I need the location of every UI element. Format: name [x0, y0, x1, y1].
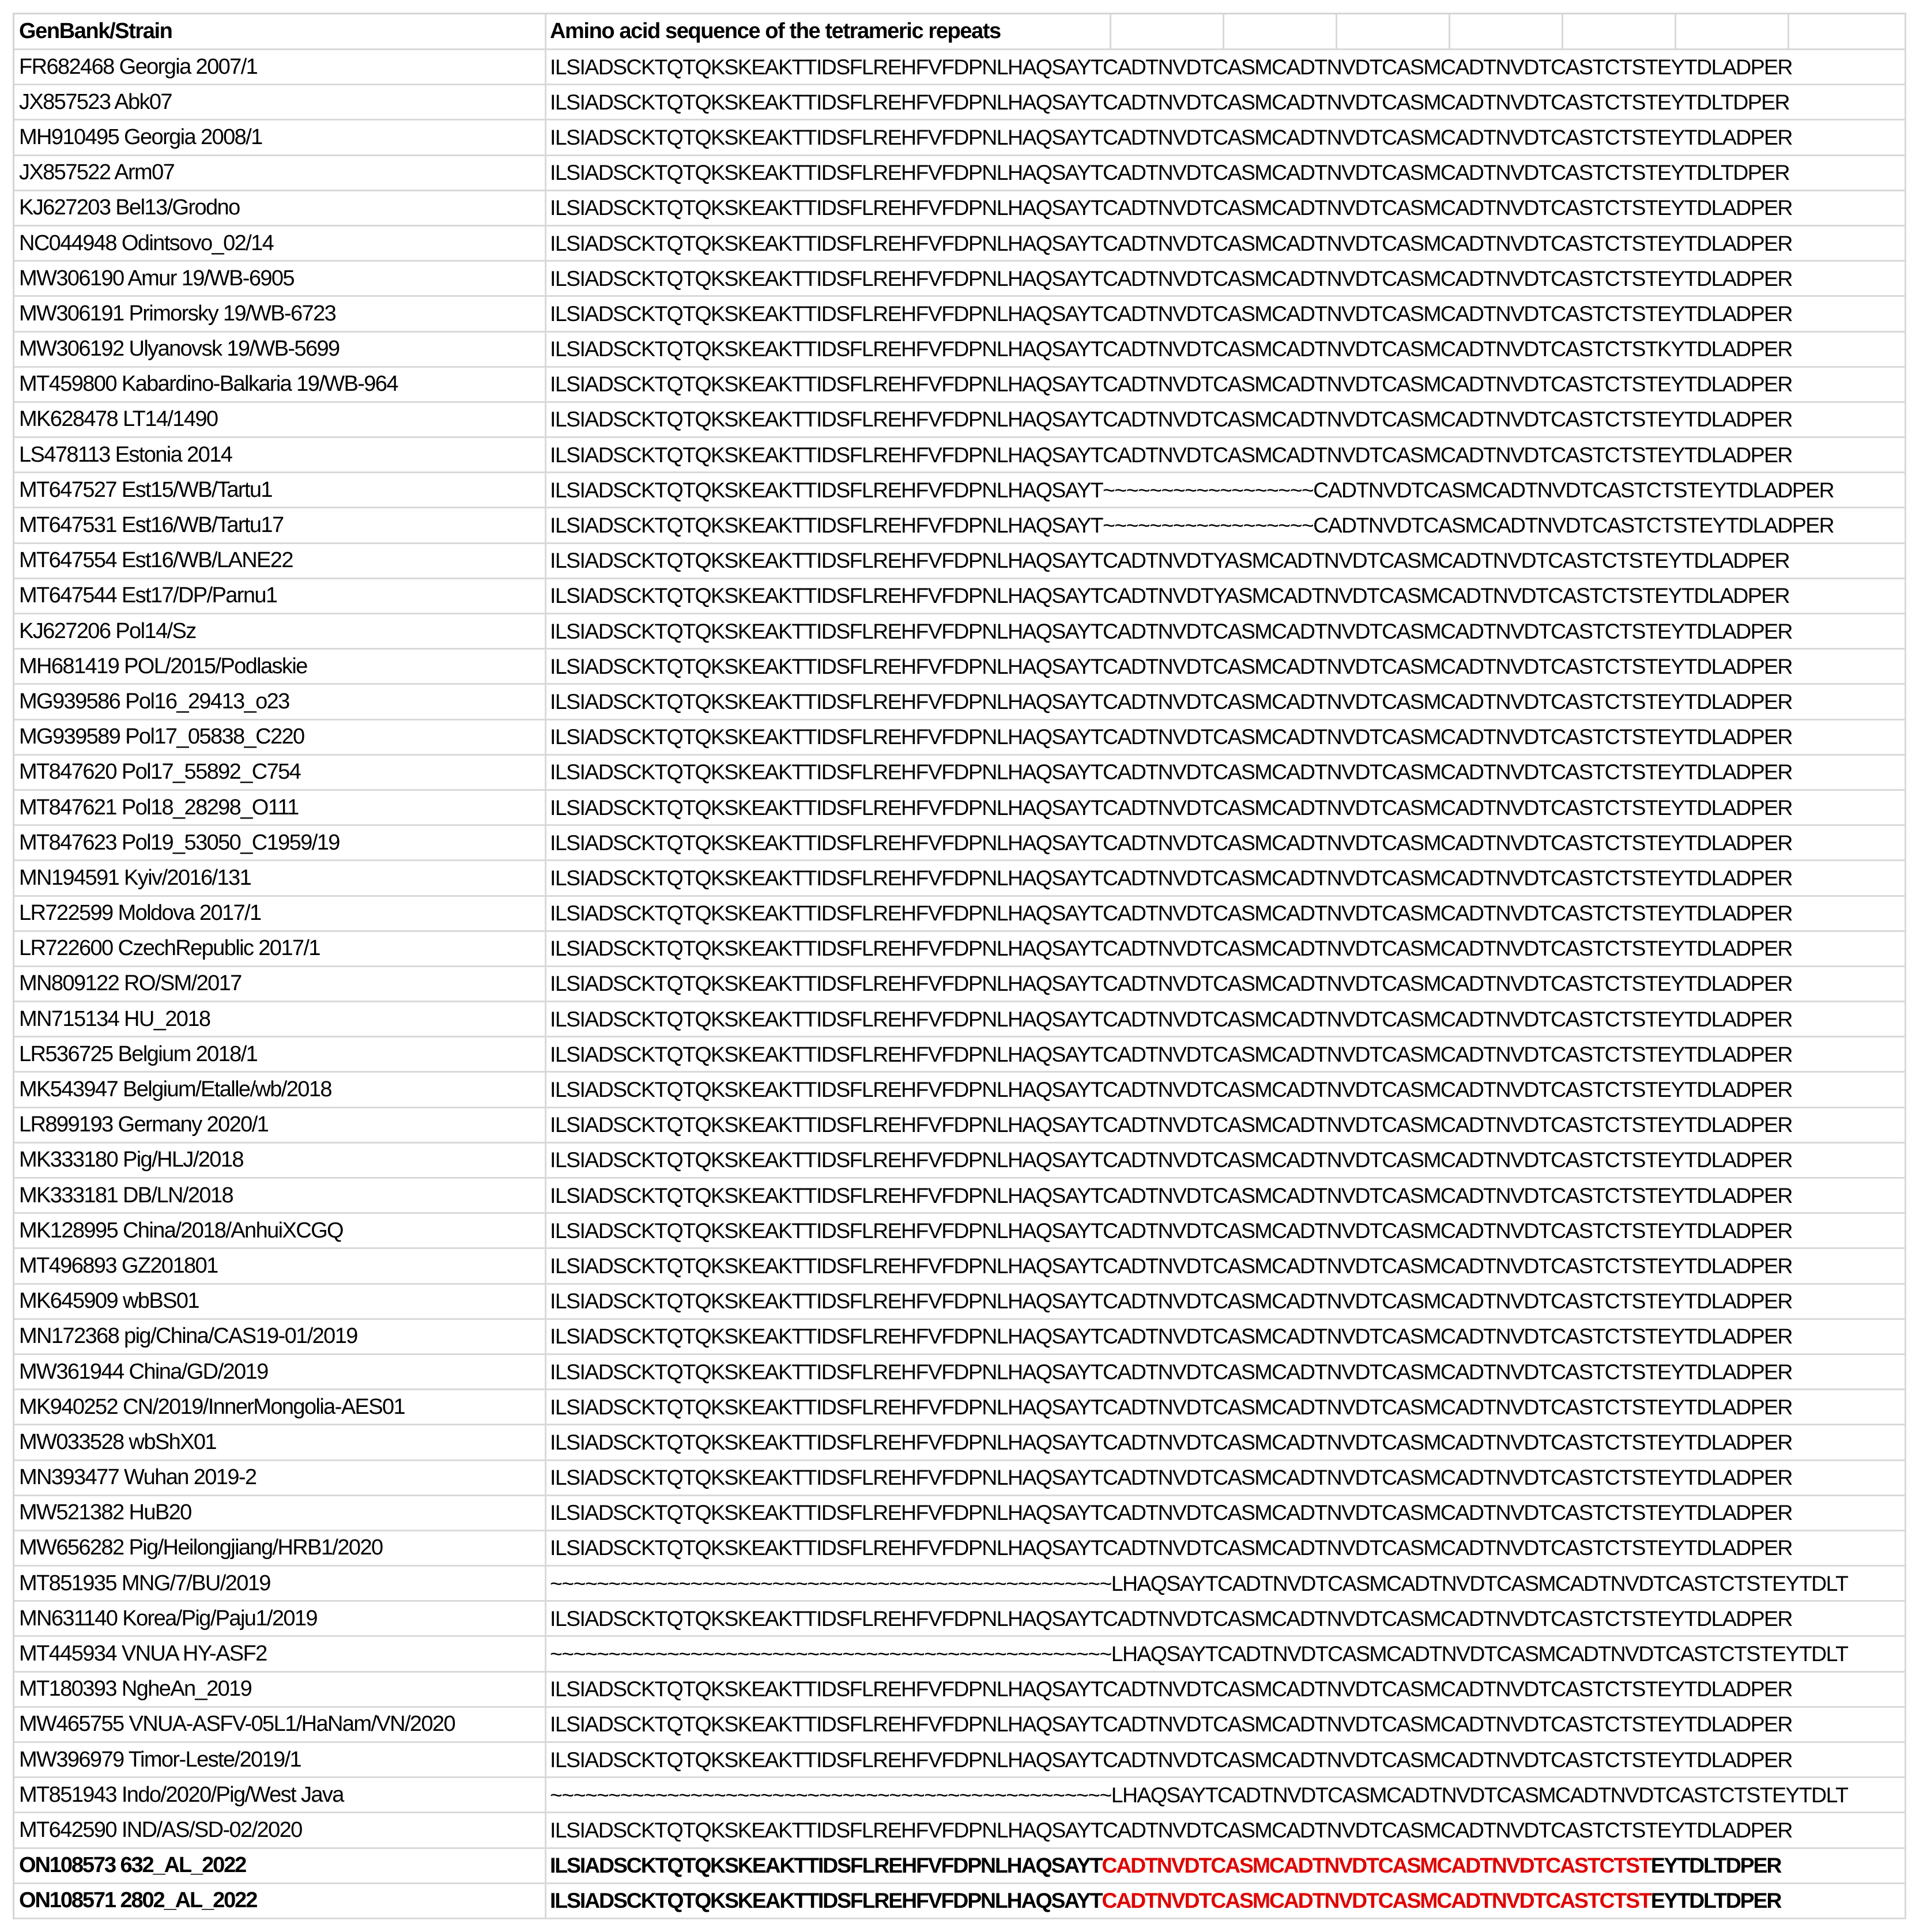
strain-cell: MG939589 Pol17_05838_C220: [14, 720, 546, 754]
sequence-cell: ILSIADSCKTQTQKSKEAKTTIDSFLREHFVFDPNLHAQSAYTCADTNVDTCASMCADTNVDTCASMCADTNVDTCASTCTSTEYTDLADPER: [546, 897, 1906, 930]
table-row: [14, 1144, 1906, 1179]
strain-cell: LR722600 CzechRepublic 2017/1: [14, 932, 546, 965]
strain-cell: MN631140 Korea/Pig/Paju1/2019: [14, 1602, 546, 1635]
table-row: [14, 1637, 1906, 1672]
sequence-cell: ILSIADSCKTQTQKSKEAKTTIDSFLREHFVFDPNLHAQSAYTCADTNVDTCASMCADTNVDTCASMCADTNVDTCASTCTSTEYTDLADPER: [546, 1108, 1906, 1142]
header-empty-cell: [1224, 14, 1337, 48]
table-row: [14, 1179, 1906, 1214]
sequence-cell: ILSIADSCKTQTQKSKEAKTTIDSFLREHFVFDPNLHAQSAYTCADTNVDTCASMCADTNVDTCASMCADTNVDTCASTCTSTEYTDLADPER: [546, 1355, 1906, 1388]
table-row: [14, 403, 1906, 438]
strain-cell: MH681419 POL/2015/Podlaskie: [14, 650, 546, 683]
table-row: [14, 1037, 1906, 1073]
sequence-cell: ~~~~~~~~~~~~~~~~~~~~~~~~~~~~~~~~~~~~~~~~~~~~~~~~LHAQSAYTCADTNVDTCASMCADTNVDTCASMCADTNVDTCASTCTSTEYTDLT: [546, 1567, 1906, 1600]
sequence-cell: ILSIADSCKTQTQKSKEAKTTIDSFLREHFVFDPNLHAQSAYTCADTNVDTCASMCADTNVDTCASMCADTNVDTCASTCTSTEYTDLADPER: [546, 791, 1906, 824]
sequence-suffix: EYTDLTDPER: [1650, 1853, 1781, 1878]
strain-cell: MN172368 pig/China/CAS19-01/2019: [14, 1320, 546, 1353]
strain-cell: MT496893 GZ201801: [14, 1249, 546, 1282]
strain-cell: ON108571 2802_AL_2022: [14, 1884, 546, 1918]
table-row: [14, 1567, 1906, 1602]
sequence-cell: ILSIADSCKTQTQKSKEAKTTIDSFLREHFVFDPNLHAQSAYTCADTNVDTCASMCADTNVDTCASMCADTNVDTCASTCTSTEYTDLADPER: [546, 1249, 1906, 1282]
sequence-cell: [546, 1884, 1906, 1918]
sequence-cell: ILSIADSCKTQTQKSKEAKTTIDSFLREHFVFDPNLHAQSAYTCADTNVDTCASMCADTNVDTCASMCADTNVDTCASTCTSTEYTDLADPER: [546, 756, 1906, 789]
strain-cell: MW521382 HuB20: [14, 1496, 546, 1530]
sequence-cell: ILSIADSCKTQTQKSKEAKTTIDSFLREHFVFDPNLHAQSAYTCADTNVDTCASMCADTNVDTCASMCADTNVDTCASTCTSTEYTDLADPER: [546, 1425, 1906, 1459]
strain-cell: MT647527 Est15/WB/Tartu1: [14, 473, 546, 507]
sequence-cell: [546, 1849, 1906, 1882]
sequence-cell: ILSIADSCKTQTQKSKEAKTTIDSFLREHFVFDPNLHAQSAYTCADTNVDTCASMCADTNVDTCASMCADTNVDTCASTCTSTEYTDLADPER: [546, 1813, 1906, 1847]
table-row: [14, 1496, 1906, 1531]
sequence-cell: ILSIADSCKTQTQKSKEAKTTIDSFLREHFVFDPNLHAQSAYTCADTNVDTCASMCADTNVDTCASMCADTNVDTCASTCTSTEYTDLADPER: [546, 1214, 1906, 1247]
sequence-highlight: CADTNVDTCASMCADTNVDTCASMCADTNVDTCASTCTST: [1102, 1853, 1651, 1878]
sequence-cell: ILSIADSCKTQTQKSKEAKTTIDSFLREHFVFDPNLHAQSAYTCADTNVDTCASMCADTNVDTCASMCADTNVDTCASTCTSTEYTDLADPER: [546, 861, 1906, 895]
table-row: [14, 1778, 1906, 1813]
sequence-cell: ~~~~~~~~~~~~~~~~~~~~~~~~~~~~~~~~~~~~~~~~~~~~~~~~LHAQSAYTCADTNVDTCASMCADTNVDTCASMCADTNVDTCASTCTSTEYTDLT: [546, 1637, 1906, 1670]
sequence-cell: ILSIADSCKTQTQKSKEAKTTIDSFLREHFVFDPNLHAQSAYTCADTNVDTCASMCADTNVDTCASMCADTNVDTCASTCTSTEYTDLTDPER: [546, 85, 1906, 119]
table-row: [14, 1708, 1906, 1743]
sequence-cell: ILSIADSCKTQTQKSKEAKTTIDSFLREHFVFDPNLHAQSAYTCADTNVDTCASMCADTNVDTCASMCADTNVDTCASTCTSTEYTDLADPER: [546, 1002, 1906, 1036]
table-row: [14, 826, 1906, 861]
table-row: [14, 227, 1906, 262]
table-row: [14, 720, 1906, 756]
table-row: [14, 156, 1906, 191]
strain-cell: MW306191 Primorsky 19/WB-6723: [14, 297, 546, 330]
table-row: [14, 932, 1906, 967]
sequence-cell: ILSIADSCKTQTQKSKEAKTTIDSFLREHFVFDPNLHAQSAYTCADTNVDTCASMCADTNVDTCASMCADTNVDTCASTCTSTEYTDLADPER: [546, 826, 1906, 859]
table-row: [14, 368, 1906, 403]
strain-cell: MT847623 Pol19_53050_C1959/19: [14, 826, 546, 859]
sequence-cell: ILSIADSCKTQTQKSKEAKTTIDSFLREHFVFDPNLHAQSAYTCADTNVDTCASMCADTNVDTCASMCADTNVDTCASTCTSTEYTDLADPER: [546, 438, 1906, 471]
strain-cell: MT445934 VNUA HY-ASF2: [14, 1637, 546, 1670]
table-row: [14, 191, 1906, 227]
header-empty-cell: [1450, 14, 1563, 48]
table-row: [14, 1285, 1906, 1320]
table-row: [14, 544, 1906, 579]
table-row: [14, 1002, 1906, 1037]
header-row: [14, 14, 1906, 50]
strain-cell: LS478113 Estonia 2014: [14, 438, 546, 471]
strain-cell: LR899193 Germany 2020/1: [14, 1108, 546, 1142]
sequence-cell: ILSIADSCKTQTQKSKEAKTTIDSFLREHFVFDPNLHAQSAYTCADTNVDTCASMCADTNVDTCASMCADTNVDTCASTCTSTEYTDLADPER: [546, 120, 1906, 154]
table-row: [14, 1214, 1906, 1249]
sequence-cell: ILSIADSCKTQTQKSKEAKTTIDSFLREHFVFDPNLHAQSAYTCADTNVDTCASMCADTNVDTCASMCADTNVDTCASTCTSTEYTDLADPER: [546, 50, 1906, 84]
table-row: [14, 791, 1906, 826]
strain-cell: MT647554 Est16/WB/LANE22: [14, 544, 546, 578]
table-row: [14, 1531, 1906, 1567]
sequence-cell: ILSIADSCKTQTQKSKEAKTTIDSFLREHFVFDPNLHAQSAYTCADTNVDTCASMCADTNVDTCASMCADTNVDTCASTCTSTEYTDLADPER: [546, 1037, 1906, 1071]
sequence-cell: ILSIADSCKTQTQKSKEAKTTIDSFLREHFVFDPNLHAQSAYTCADTNVDTCASMCADTNVDTCASMCADTNVDTCASTCTSTEYTDLADPER: [546, 1496, 1906, 1530]
table-row: [14, 1249, 1906, 1284]
table-row-highlighted: [14, 1884, 1906, 1919]
sequence-highlight: CADTNVDTCASMCADTNVDTCASMCADTNVDTCASTCTST: [1102, 1888, 1651, 1913]
header-strain: GenBank/Strain: [14, 14, 546, 48]
sequence-cell: ILSIADSCKTQTQKSKEAKTTIDSFLREHFVFDPNLHAQSAYTCADTNVDTCASMCADTNVDTCASMCADTNVDTCASTCTSTEYTDLADPER: [546, 1602, 1906, 1635]
header-empty-cell: [1789, 14, 1906, 48]
table-row: [14, 85, 1906, 120]
strain-cell: LR536725 Belgium 2018/1: [14, 1037, 546, 1071]
sequence-prefix: ILSIADSCKTQTQKSKEAKTTIDSFLREHFVFDPNLHAQSAYT: [550, 1853, 1102, 1878]
sequence-cell: ILSIADSCKTQTQKSKEAKTTIDSFLREHFVFDPNLHAQSAYTCADTNVDTCASMCADTNVDTCASMCADTNVDTCASTCTSTEYTDLTDPER: [546, 156, 1906, 190]
sequence-cell: ILSIADSCKTQTQKSKEAKTTIDSFLREHFVFDPNLHAQSAYT~~~~~~~~~~~~~~~~~~CADTNVDTCASMCADTNVDTCASTCTSTEYTDLADPER: [546, 473, 1906, 507]
strain-cell: MW656282 Pig/Heilongjiang/HRB1/2020: [14, 1531, 546, 1565]
table-row: [14, 508, 1906, 544]
sequence-cell: ILSIADSCKTQTQKSKEAKTTIDSFLREHFVFDPNLHAQSAYTCADTNVDTCASMCADTNVDTCASMCADTNVDTCASTCTSTEYTDLADPER: [546, 1461, 1906, 1495]
sequence-cell: ILSIADSCKTQTQKSKEAKTTIDSFLREHFVFDPNLHAQSAYTCADTNVDTCASMCADTNVDTCASMCADTNVDTCASTCTSTEYTDLADPER: [546, 191, 1906, 225]
strain-cell: MK645909 wbBS01: [14, 1285, 546, 1318]
header-empty-cell: [1337, 14, 1450, 48]
sequence-cell: ILSIADSCKTQTQKSKEAKTTIDSFLREHFVFDPNLHAQSAYTCADTNVDTCASMCADTNVDTCASMCADTNVDTCASTCTSTEYTDLADPER: [546, 1743, 1906, 1776]
sequence-cell: ILSIADSCKTQTQKSKEAKTTIDSFLREHFVFDPNLHAQSAYTCADTNVDTCASMCADTNVDTCASMCADTNVDTCASTCTSTEYTDLADPER: [546, 720, 1906, 754]
sequence-cell: ILSIADSCKTQTQKSKEAKTTIDSFLREHFVFDPNLHAQSAYTCADTNVDTCASMCADTNVDTCASMCADTNVDTCASTCTSTEYTDLADPER: [546, 1179, 1906, 1212]
strain-cell: MN809122 RO/SM/2017: [14, 967, 546, 1001]
strain-cell: NC044948 Odintsovo_02/14: [14, 227, 546, 260]
table-row: [14, 861, 1906, 896]
header-empty-cell: [1563, 14, 1676, 48]
table-row: [14, 1813, 1906, 1848]
table-row: [14, 614, 1906, 650]
strain-cell: KJ627206 Pol14/Sz: [14, 614, 546, 648]
strain-cell: MT180393 NgheAn_2019: [14, 1673, 546, 1706]
strain-cell: MT847621 Pol18_28298_O111: [14, 791, 546, 824]
sequence-suffix: EYTDLTDPER: [1650, 1888, 1781, 1913]
table-row: [14, 650, 1906, 685]
sequence-cell: ILSIADSCKTQTQKSKEAKTTIDSFLREHFVFDPNLHAQSAYTCADTNVDTCASMCADTNVDTCASMCADTNVDTCASTCTSTEYTDLADPER: [546, 1673, 1906, 1706]
strain-cell: JX857522 Arm07: [14, 156, 546, 190]
strain-cell: FR682468 Georgia 2007/1: [14, 50, 546, 84]
strain-cell: MK628478 LT14/1490: [14, 403, 546, 436]
strain-cell: ON108573 632_AL_2022: [14, 1849, 546, 1882]
table-row: [14, 438, 1906, 473]
table-row: [14, 1320, 1906, 1355]
table-row: [14, 50, 1906, 85]
strain-cell: MT647531 Est16/WB/Tartu17: [14, 508, 546, 542]
strain-cell: MK333180 Pig/HLJ/2018: [14, 1144, 546, 1177]
strain-cell: MW306192 Ulyanovsk 19/WB-5699: [14, 333, 546, 366]
strain-cell: MK940252 CN/2019/InnerMongolia-AES01: [14, 1390, 546, 1424]
sequence-cell: ILSIADSCKTQTQKSKEAKTTIDSFLREHFVFDPNLHAQSAYTCADTNVDTCASMCADTNVDTCASMCADTNVDTCASTCTSTEYTDLADPER: [546, 967, 1906, 1001]
sequence-cell: ILSIADSCKTQTQKSKEAKTTIDSFLREHFVFDPNLHAQSAYTCADTNVDTCASMCADTNVDTCASMCADTNVDTCASTCTSTEYTDLADPER: [546, 650, 1906, 683]
strain-cell: MT647544 Est17/DP/Parnu1: [14, 579, 546, 613]
header-empty-cell: [1676, 14, 1789, 48]
sequence-cell: ILSIADSCKTQTQKSKEAKTTIDSFLREHFVFDPNLHAQSAYTCADTNVDTCASMCADTNVDTCASMCADTNVDTCASTCTSTEYTDLADPER: [546, 932, 1906, 965]
strain-cell: MK128995 China/2018/AnhuiXCGQ: [14, 1214, 546, 1247]
strain-cell: LR722599 Moldova 2017/1: [14, 897, 546, 930]
table-row: [14, 120, 1906, 156]
sequence-cell: ~~~~~~~~~~~~~~~~~~~~~~~~~~~~~~~~~~~~~~~~~~~~~~~~LHAQSAYTCADTNVDTCASMCADTNVDTCASMCADTNVDTCASTCTSTEYTDLT: [546, 1778, 1906, 1812]
strain-cell: MT851935 MNG/7/BU/2019: [14, 1567, 546, 1600]
strain-cell: JX857523 Abk07: [14, 85, 546, 119]
header-empty-cell: [1111, 14, 1224, 48]
sequence-cell: ILSIADSCKTQTQKSKEAKTTIDSFLREHFVFDPNLHAQSAYTCADTNVDTCASMCADTNVDTCASMCADTNVDTCASTCTSTEYTDLADPER: [546, 297, 1906, 330]
sequence-cell: ILSIADSCKTQTQKSKEAKTTIDSFLREHFVFDPNLHAQSAYTCADTNVDTCASMCADTNVDTCASMCADTNVDTCASTCTSTEYTDLADPER: [546, 1144, 1906, 1177]
sequence-cell: ILSIADSCKTQTQKSKEAKTTIDSFLREHFVFDPNLHAQSAYTCADTNVDTCASMCADTNVDTCASMCADTNVDTCASTCTSTEYTDLADPER: [546, 1531, 1906, 1565]
strain-cell: MT459800 Kabardino-Balkaria 19/WB-964: [14, 368, 546, 401]
sequence-cell: ILSIADSCKTQTQKSKEAKTTIDSFLREHFVFDPNLHAQSAYTCADTNVDTCASMCADTNVDTCASMCADTNVDTCASTCTSTEYTDLADPER: [546, 262, 1906, 295]
table-row: [14, 897, 1906, 932]
sequence-cell: ILSIADSCKTQTQKSKEAKTTIDSFLREHFVFDPNLHAQSAYT~~~~~~~~~~~~~~~~~~CADTNVDTCASMCADTNVDTCASTCTSTEYTDLADPER: [546, 508, 1906, 542]
table-row: [14, 1073, 1906, 1108]
strain-cell: MT847620 Pol17_55892_C754: [14, 756, 546, 789]
sequence-cell: ILSIADSCKTQTQKSKEAKTTIDSFLREHFVFDPNLHAQSAYTCADTNVDTCASMCADTNVDTCASMCADTNVDTCASTCTSTEYTDLADPER: [546, 685, 1906, 718]
sequence-cell: ILSIADSCKTQTQKSKEAKTTIDSFLREHFVFDPNLHAQSAYTCADTNVDTCASMCADTNVDTCASMCADTNVDTCASTCTSTEYTDLADPER: [546, 227, 1906, 260]
table-row: [14, 1461, 1906, 1496]
strain-cell: MT642590 IND/AS/SD-02/2020: [14, 1813, 546, 1847]
sequence-cell: ILSIADSCKTQTQKSKEAKTTIDSFLREHFVFDPNLHAQSAYTCADTNVDTCASMCADTNVDTCASMCADTNVDTCASTCTSTEYTDLADPER: [546, 1320, 1906, 1353]
table-row: [14, 1673, 1906, 1708]
strain-cell: MW033528 wbShX01: [14, 1425, 546, 1459]
sequence-cell: ILSIADSCKTQTQKSKEAKTTIDSFLREHFVFDPNLHAQSAYTCADTNVDTCASMCADTNVDTCASMCADTNVDTCASTCTSTEYTDLADPER: [546, 1708, 1906, 1741]
sequence-cell: ILSIADSCKTQTQKSKEAKTTIDSFLREHFVFDPNLHAQSAYTCADTNVDTYASMCADTNVDTCASMCADTNVDTCASTCTSTEYTDLADPER: [546, 544, 1906, 578]
strain-cell: MW361944 China/GD/2019: [14, 1355, 546, 1388]
strain-cell: MK333181 DB/LN/2018: [14, 1179, 546, 1212]
table-row-highlighted: [14, 1849, 1906, 1884]
table-row: [14, 579, 1906, 614]
strain-cell: MN715134 HU_2018: [14, 1002, 546, 1036]
table-row: [14, 1355, 1906, 1390]
strain-cell: MK543947 Belgium/Etalle/wb/2018: [14, 1073, 546, 1106]
strain-cell: MN393477 Wuhan 2019-2: [14, 1461, 546, 1495]
sequence-alignment-table: [13, 13, 1906, 1919]
sequence-cell: ILSIADSCKTQTQKSKEAKTTIDSFLREHFVFDPNLHAQSAYTCADTNVDTCASMCADTNVDTCASMCADTNVDTCASTCTSTEYTDLADPER: [546, 368, 1906, 401]
table-row: [14, 1425, 1906, 1461]
table-row: [14, 1743, 1906, 1778]
strain-cell: MW306190 Amur 19/WB-6905: [14, 262, 546, 295]
table-row: [14, 756, 1906, 791]
table-row: [14, 1390, 1906, 1425]
strain-cell: MN194591 Kyiv/2016/131: [14, 861, 546, 895]
sequence-cell: ILSIADSCKTQTQKSKEAKTTIDSFLREHFVFDPNLHAQSAYTCADTNVDTCASMCADTNVDTCASMCADTNVDTCASTCTSTEYTDLADPER: [546, 1073, 1906, 1106]
header-sequence: Amino acid sequence of the tetrameric repeats: [546, 14, 1111, 48]
sequence-cell: ILSIADSCKTQTQKSKEAKTTIDSFLREHFVFDPNLHAQSAYTCADTNVDTCASMCADTNVDTCASMCADTNVDTCASTCTSTEYTDLADPER: [546, 614, 1906, 648]
sequence-cell: ILSIADSCKTQTQKSKEAKTTIDSFLREHFVFDPNLHAQSAYTCADTNVDTCASMCADTNVDTCASMCADTNVDTCASTCTSTKYTDLADPER: [546, 333, 1906, 366]
strain-cell: KJ627203 Bel13/Grodno: [14, 191, 546, 225]
sequence-cell: ILSIADSCKTQTQKSKEAKTTIDSFLREHFVFDPNLHAQSAYTCADTNVDTCASMCADTNVDTCASMCADTNVDTCASTCTSTEYTDLADPER: [546, 403, 1906, 436]
strain-cell: MG939586 Pol16_29413_o23: [14, 685, 546, 718]
table-row: [14, 1108, 1906, 1144]
table-row: [14, 685, 1906, 720]
table-row: [14, 967, 1906, 1002]
table-row: [14, 333, 1906, 368]
strain-cell: MH910495 Georgia 2008/1: [14, 120, 546, 154]
strain-cell: MT851943 Indo/2020/Pig/West Java: [14, 1778, 546, 1812]
table-row: [14, 262, 1906, 297]
sequence-cell: ILSIADSCKTQTQKSKEAKTTIDSFLREHFVFDPNLHAQSAYTCADTNVDTYASMCADTNVDTCASMCADTNVDTCASTCTSTEYTDLADPER: [546, 579, 1906, 613]
sequence-cell: ILSIADSCKTQTQKSKEAKTTIDSFLREHFVFDPNLHAQSAYTCADTNVDTCASMCADTNVDTCASMCADTNVDTCASTCTSTEYTDLADPER: [546, 1285, 1906, 1318]
sequence-prefix: ILSIADSCKTQTQKSKEAKTTIDSFLREHFVFDPNLHAQSAYT: [550, 1888, 1102, 1913]
strain-cell: MW396979 Timor-Leste/2019/1: [14, 1743, 546, 1776]
sequence-cell: ILSIADSCKTQTQKSKEAKTTIDSFLREHFVFDPNLHAQSAYTCADTNVDTCASMCADTNVDTCASMCADTNVDTCASTCTSTEYTDLADPER: [546, 1390, 1906, 1424]
strain-cell: MW465755 VNUA-ASFV-05L1/HaNam/VN/2020: [14, 1708, 546, 1741]
table-row: [14, 473, 1906, 508]
table-row: [14, 297, 1906, 332]
table-row: [14, 1602, 1906, 1637]
